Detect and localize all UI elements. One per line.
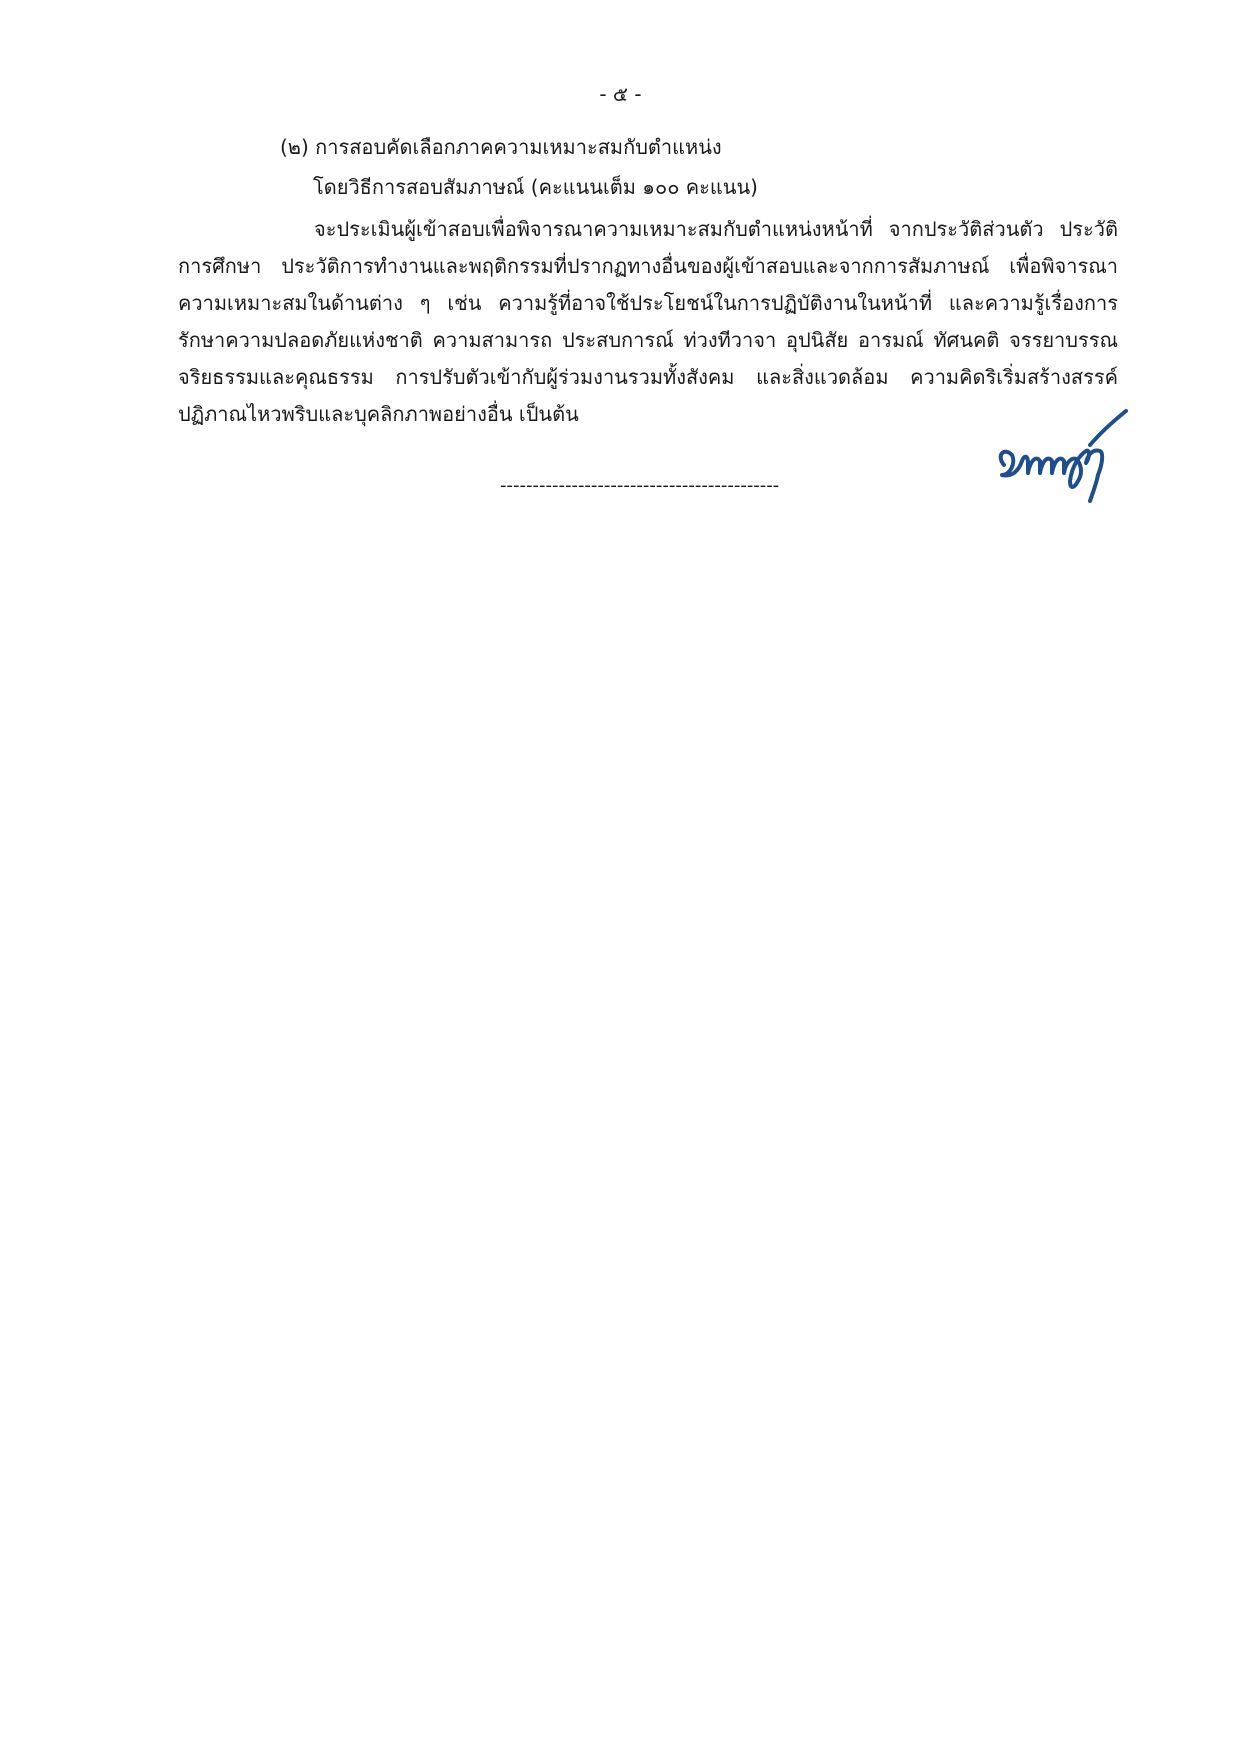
section-subheading: โดยวิธีการสอบสัมภาษณ์ (คะแนนเต็ม ๑๐๐ คะแนน) — [313, 175, 758, 199]
body-line: จะประเมินผู้เข้าสอบเพื่อพิจารณาความเหมาะสมกับตำแหน่งหน้าที่ จากประวัติส่วนตัว ประวัติ — [314, 217, 1118, 241]
body-line: ปฏิภาณไหวพริบและบุคลิกภาพอย่างอื่น เป็นต้น — [178, 402, 579, 426]
signature-stroke — [1001, 411, 1126, 501]
body-line: ความเหมาะสมในด้านต่าง ๆ เช่น ความรู้ที่อาจใช้ประโยชน์ในการปฏิบัติงานในหน้าที่ และความรู้เรื่องการ — [178, 291, 1118, 315]
end-of-document-rule: ------------------------------------------- — [500, 475, 780, 496]
body-line: จริยธรรมและคุณธรรม การปรับตัวเข้ากับผู้ร่วมงานรวมทั้งสังคม และสิ่งแวดล้อม ความคิดริเริ่มสร้างสรรค์ — [178, 365, 1118, 389]
section-heading: (๒) การสอบคัดเลือกภาคความเหมาะสมกับตำแหน่ง — [280, 135, 722, 159]
signature-image — [990, 405, 1140, 510]
body-line: การศึกษา ประวัติการทำงานและพฤติกรรมที่ปรากฏทางอื่นของผู้เข้าสอบและจากการสัมภาษณ์ เพื่อพิจารณา — [178, 254, 1118, 278]
page-number: - ๕ - — [599, 82, 642, 106]
body-paragraph — [178, 211, 1118, 433]
body-line: รักษาความปลอดภัยแห่งชาติ ความสามารถ ประสบการณ์ ท่วงทีวาจา อุปนิสัย อารมณ์ ทัศนคติ จรรยาบรรณ — [178, 328, 1119, 352]
